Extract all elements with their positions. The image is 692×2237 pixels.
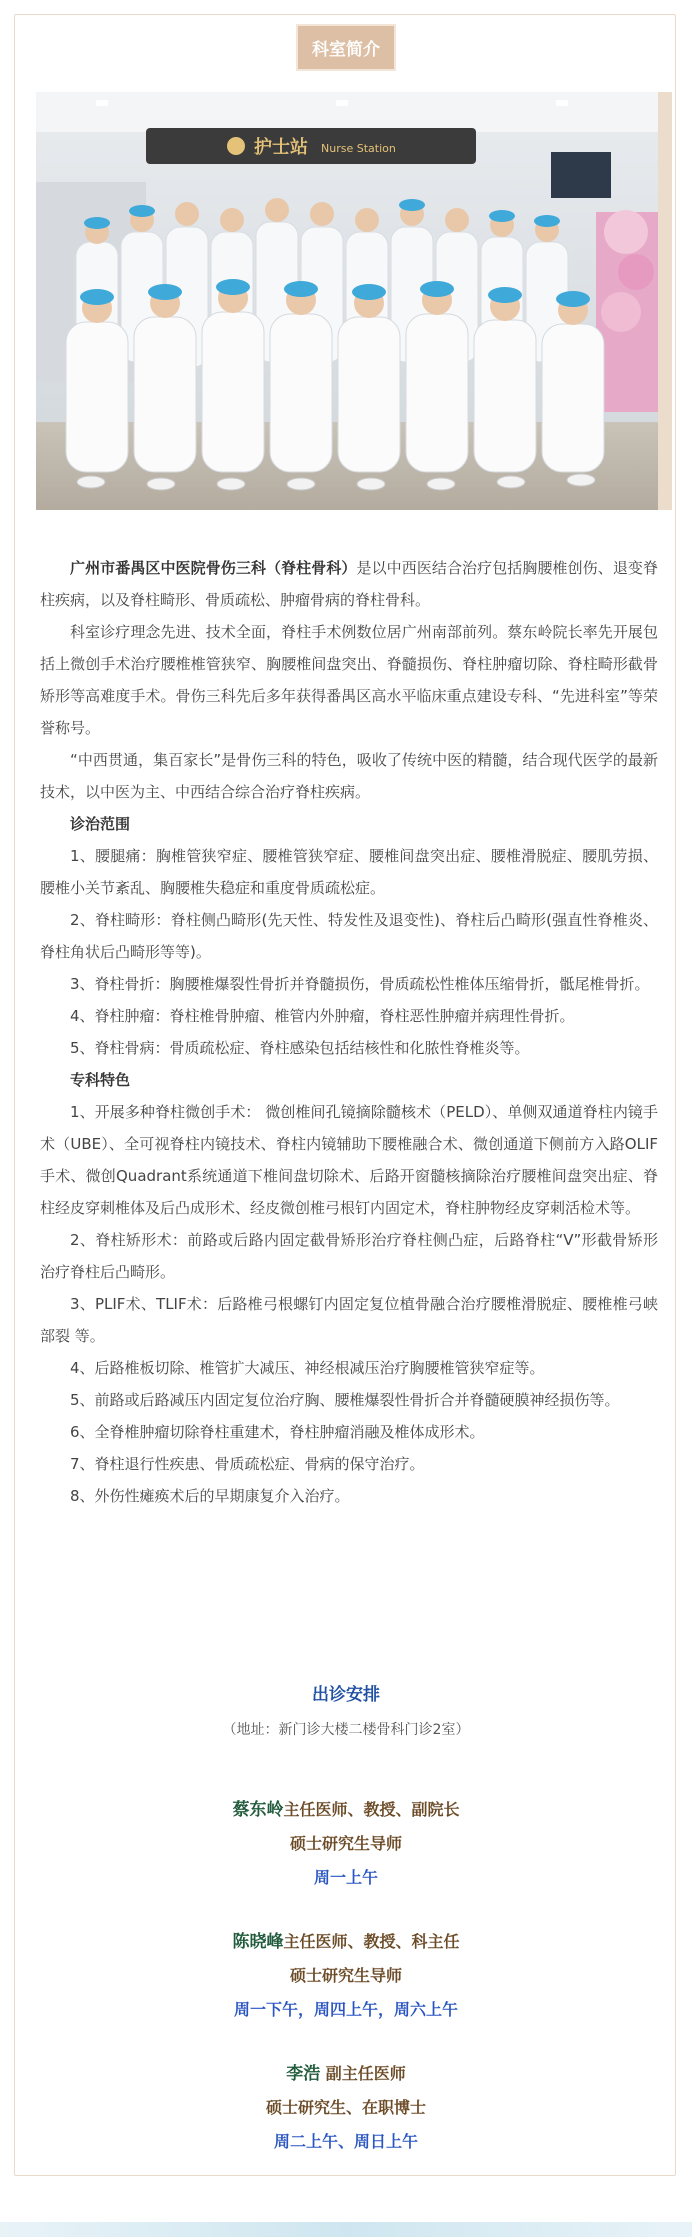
feature-item: 7、脊柱退行性疾患、骨质疏松症、骨病的保守治疗。 — [70, 1455, 425, 1473]
schedule-address: （地址：新门诊大楼二楼骨科门诊2室） — [222, 1722, 470, 1738]
scope-item: 5、脊柱骨病：骨质疏松症、脊柱感染包括结核性和化脓性脊椎炎等。 — [70, 1039, 530, 1057]
scope-heading: 诊治范围 — [70, 815, 131, 833]
doctor-card — [0, 1793, 692, 1895]
doctor-card — [0, 2057, 692, 2159]
intro-paragraph-1 — [40, 552, 658, 616]
footer-decoration — [0, 2222, 692, 2237]
title-wrap — [0, 24, 692, 71]
scope-item: 1、腰腿痛：胸椎管狭窄症、腰椎管狭窄症、腰椎间盘突出症、腰椎滑脱症、腰肌劳损、腰椎小关节紊乱、胸腰椎失稳症和重度骨质疏松症。 — [40, 847, 658, 897]
feature-item: 4、后路椎板切除、椎管扩大减压、神经根减压治疗胸腰椎管狭窄症等。 — [70, 1359, 545, 1377]
doctor-name: 蔡东岭 — [232, 1800, 284, 1820]
feature-item: 8、外伤性瘫痪术后的早期康复介入治疗。 — [70, 1487, 350, 1505]
feature-item: 6、全脊椎肿瘤切除脊柱重建术，脊柱肿瘤消融及椎体成形术。 — [70, 1423, 485, 1441]
doctor-name: 陈晓峰 — [232, 1932, 284, 1952]
feature-item: 5、前路或后路减压内固定复位治疗胸、腰椎爆裂性骨折合并脊髓硬膜神经损伤等。 — [70, 1391, 620, 1409]
feature-item: 3、PLIF术、TLIF术：后路椎弓根螺钉内固定复位植骨融合治疗腰椎滑脱症、腰椎椎弓峡部裂 等。 — [40, 1295, 658, 1345]
team-photo — [36, 92, 672, 510]
intro-paragraph-2: 科室诊疗理念先进、技术全面，脊柱手术例数位居广州南部前列。蔡东岭院长率先开展包括上微创手术治疗腰椎椎管狭窄、胸腰椎间盘突出、脊髓损伤、脊柱肿瘤切除、脊柱畸形截骨矫形等高难度手术。骨伤三科先后多年获得番禺区高水平临床重点建设专科、“先进科室”等荣誉称号。 — [40, 623, 658, 737]
nurse-station-sign-sub: Nurse Station — [321, 142, 396, 155]
doctor-card — [0, 1925, 692, 2027]
doctor-title-line: 硕士研究生导师 — [289, 1966, 402, 1985]
scope-item: 4、脊柱肿瘤：脊柱椎骨肿瘤、椎管内外肿瘤，脊柱恶性肿瘤并病理性骨折。 — [70, 1007, 575, 1025]
doctor-role: 副主任医师 — [320, 2064, 406, 2083]
scope-item: 3、脊柱骨折：胸腰椎爆裂性骨折并脊髓损伤，骨质疏松性椎体压缩骨折，骶尾椎骨折。 — [70, 975, 650, 993]
feature-item: 1、开展多种脊柱微创手术： 微创椎间孔镜摘除髓核术（PELD）、单侧双通道脊柱内镜手术（UBE）、全可视脊柱内镜技术、脊柱内镜辅助下腰椎融合术、微创通道下侧前方入路OLIF手术、微创Quadrant系统通道下椎间盘切除术、后路开窗髓核摘除治疗腰椎间盘突出症、脊柱经皮穿刺椎体及后凸成形术、经皮微创椎弓根钉内固定术，脊柱肿物经皮穿刺活检术等。 — [40, 1103, 658, 1217]
nurse-station-sign: 护士站 — [254, 137, 308, 158]
features-heading: 专科特色 — [70, 1071, 131, 1089]
department-name: 广州市番禺区中医院骨伤三科（脊柱骨科） — [70, 559, 357, 577]
schedule-section — [0, 1680, 692, 1739]
doctor-title-line: 硕士研究生、在职博士 — [265, 2098, 426, 2117]
team-photo-illustration — [36, 92, 658, 510]
doctor-name: 李浩 — [286, 2064, 321, 2084]
doctor-title-line: 硕士研究生导师 — [289, 1834, 402, 1853]
doctor-clinic-time: 周一上午 — [313, 1868, 378, 1887]
intro-content — [40, 552, 658, 1512]
doctor-role: 主任医师、教授、科主任 — [283, 1932, 460, 1951]
doctor-role: 主任医师、教授、副院长 — [283, 1800, 460, 1819]
feature-item: 2、脊柱矫形术：前路或后路内固定截骨矫形治疗脊柱侧凸症，后路脊柱“V”形截骨矫形治疗脊柱后凸畸形。 — [40, 1231, 658, 1281]
intro-paragraph-1-rest: 是以中西医结合治疗包括胸腰椎创伤、退变脊柱疾病，以及脊柱畸形、骨质疏松、肿瘤骨病的脊柱骨科。 — [40, 559, 658, 609]
intro-paragraph-3: “中西贯通，集百家长”是骨伤三科的特色，吸收了传统中医的精髓，结合现代医学的最新技术，以中医为主、中西结合综合治疗脊柱疾病。 — [40, 751, 658, 801]
section-title-badge: 科室简介 — [296, 24, 396, 71]
doctor-clinic-time: 周二上午、周日上午 — [273, 2132, 418, 2151]
doctor-clinic-time: 周一下午，周四上午，周六上午 — [233, 2000, 458, 2019]
schedule-title: 出诊安排 — [312, 1685, 380, 1705]
scope-item: 2、脊柱畸形：脊柱侧凸畸形(先天性、特发性及退变性)、脊柱后凸畸形(强直性脊椎炎、脊柱角状后凸畸形等等)。 — [40, 911, 658, 961]
